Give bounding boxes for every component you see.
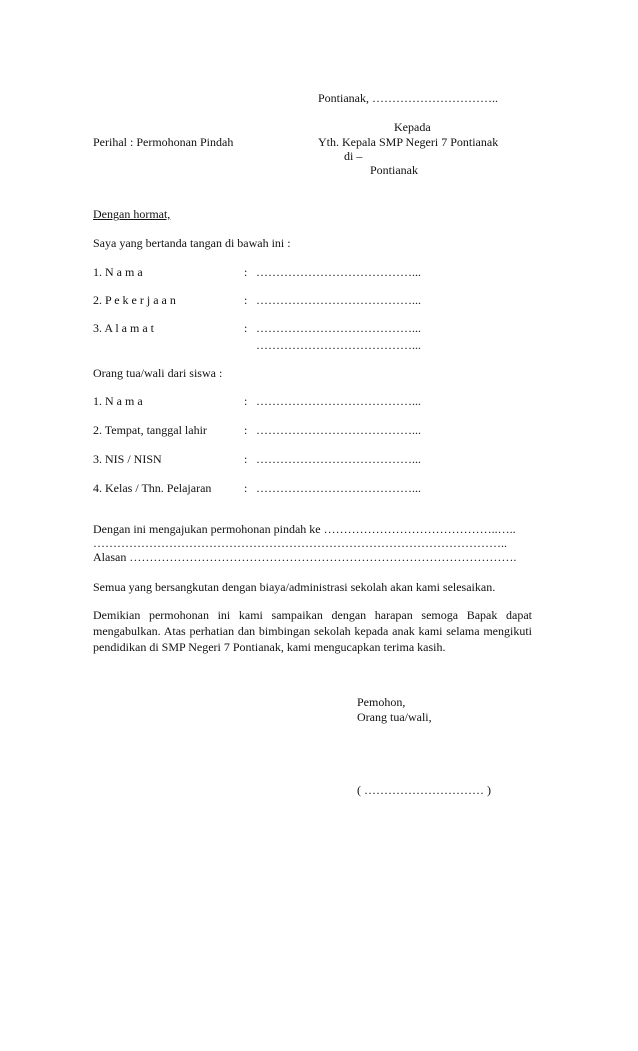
field-value-continued: …………………………………... [256,338,421,352]
request-line: Dengan ini mengajukan permohonan pindah ke ……………………………………..….. [93,522,516,536]
field-value: …………………………………... [256,293,421,307]
field-value: …………………………………... [256,423,421,437]
signature-title: Pemohon, [357,695,406,709]
field-colon: : [244,321,248,335]
field-colon: : [244,394,248,408]
greeting: Dengan hormat, [93,207,171,221]
field-colon: : [244,452,248,466]
di-label: di – [344,149,363,163]
field-colon: : [244,265,248,279]
field-label: 3. NIS / NISN [93,452,162,466]
field-label: 2. Tempat, tanggal lahir [93,423,207,437]
field-label: 2. P e k e r j a a n [93,293,176,307]
perihal-subject: Perihal : Permohonan Pindah [93,135,234,149]
field-value: …………………………………... [256,265,421,279]
reason-line: Alasan ……………………………………………………………………………………. [93,550,517,564]
field-colon: : [244,423,248,437]
signature-name-line: ( ………………………… ) [357,783,491,797]
signature-role: Orang tua/wali, [357,710,432,724]
field-value: …………………………………... [256,481,421,495]
place-date-line: Pontianak, ………………………….. [318,91,498,105]
kepada-label: Kepada [394,120,431,134]
field-label: 1. N a m a [93,265,143,279]
field-value: …………………………………... [256,321,421,335]
intro-text: Saya yang bertanda tangan di bawah ini : [93,236,291,250]
request-line: ………………………………………………………………………………………….. [93,536,507,550]
field-label: 1. N a m a [93,394,143,408]
field-label: 4. Kelas / Thn. Pelajaran [93,481,212,495]
closing-paragraph: Demikian permohonan ini kami sampaikan dengan harapan semoga Bapak dapat mengabulkan. Atas perhatian dan bimbingan sekolah kepada anak kami selama mengikuti pendidikan di SMP Negeri 7 Pontianak, kami mengucapkan terima kasih. [93,608,532,654]
recipient-city: Pontianak [370,163,418,177]
field-value: …………………………………... [256,452,421,466]
cost-statement: Semua yang bersangkutan dengan biaya/administrasi sekolah akan kami selesaikan. [93,580,496,594]
field-colon: : [244,293,248,307]
recipient-title: Yth. Kepala SMP Negeri 7 Pontianak [318,135,499,149]
field-colon: : [244,481,248,495]
field-value: …………………………………... [256,394,421,408]
guardian-intro: Orang tua/wali dari siswa : [93,366,223,380]
field-label: 3. A l a m a t [93,321,154,335]
